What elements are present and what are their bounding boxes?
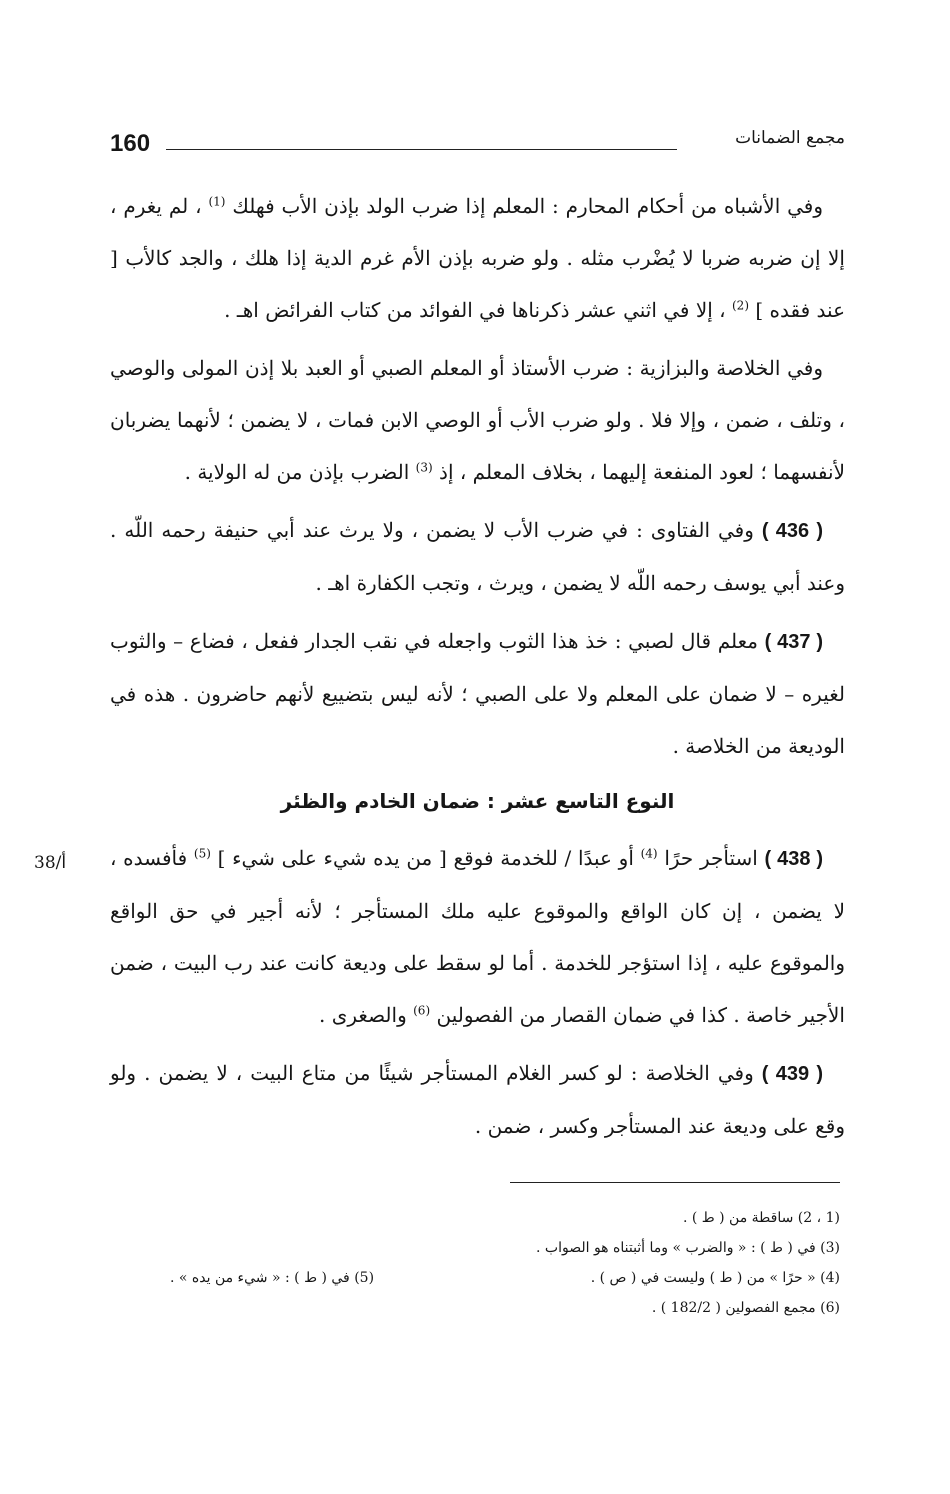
main-text (110, 180, 845, 1158)
paragraph-khulasa (110, 342, 845, 498)
paragraph-text: فأفسده ، لا يضمن ، إن كان الواقع والموقوع عليه ملك المستأجر ؛ لأنه أجير في حق الواقع والموقوع عليه ، إذا استؤجر للخدمة . أما لو سقط على وديعة كانت عند رب البيت ، ضمن الأجير خاصة . كذا في ضمان القصار من الفصولين (110, 846, 845, 1027)
paragraph-436 (110, 504, 845, 609)
footnotes (110, 1209, 840, 1329)
section-heading: النوع التاسع عشر : ضمان الخادم والظئر (280, 789, 675, 813)
paragraph-text: الضرب بإذن من له الولاية . (184, 460, 410, 484)
paragraph-text: ، لم يغرم ، إلا إن ضربه ضربا لا يُضْرب مثله . ولو ضربه بإذن الأم غرم الدية إذا هلك ، والجد كالأب [ عند فقده ] (110, 194, 845, 322)
paragraph-text: معلم قال لصبي : خذ هذا الثوب واجعله في نقب الجدار ففعل ، فضاع – والثوب لغيره – لا ضمان على المعلم ولا على الصبي ؛ لأنه ليس بتضييع لأنهم حاضرون . هذه في الوديعة من الخلاصة . (110, 629, 845, 758)
footnote-ref[interactable]: (6) (413, 1003, 431, 1018)
footnote-rule (510, 1182, 840, 1183)
paragraph-text: أو عبدًا / للخدمة فوقع [ من يده شيء على شيء ] (217, 846, 634, 870)
issue-number: ( 438 ) (764, 848, 824, 870)
footnote-row-4-5 (110, 1269, 840, 1287)
running-header (110, 128, 845, 164)
issue-number: ( 439 ) (761, 1063, 824, 1085)
footnote-ref[interactable]: (5) (193, 846, 211, 861)
paragraph-text: وفي الخلاصة والبزازية : ضرب الأستاذ أو المعلم الصبي أو العبد بلا إذن المولى والوصي ، وتلف ، ضمن ، وإلا فلا . ولو ضرب الأب أو الوصي الابن فمات ، لا يضمن ؛ لأنهما يضربان لأنفسهما ؛ لعود المنفعة إليهما ، بخلاف المعلم ، إذ (110, 356, 845, 484)
footnote-1-2: (1 ، 2) ساقطة من ( ط ) . (682, 1210, 840, 1226)
footnote-6: (6) مجمع الفصولين ( 182/2 ) . (651, 1300, 840, 1316)
page-number: 160 (110, 130, 151, 157)
book-title: مجمع الضمانات (735, 128, 845, 148)
issue-number: ( 436 ) (761, 520, 823, 542)
paragraph-text: وفي الفتاوى : في ضرب الأب لا يضمن ، ولا يرث عند أبي حنيفة رحمه اللّه . وعند أبي يوسف رحمه اللّه لا يضمن ، ويرث ، وتجب الكفارة اهـ . (110, 518, 845, 595)
manuscript-folio-note: 38/أ (34, 853, 67, 873)
paragraph-text: وفي الأشباه من أحكام المحارم : المعلم إذا ضرب الولد بإذن الأب فهلك (232, 194, 824, 218)
paragraph-text: ، إلا في اثني عشر ذكرناها في الفوائد من كتاب الفرائض اهـ . (224, 298, 726, 322)
paragraph-437 (110, 615, 845, 772)
footnote-ref[interactable]: (3) (415, 460, 433, 475)
header-rule (166, 149, 677, 150)
paragraph-439 (110, 1047, 845, 1152)
issue-number: ( 437 ) (764, 631, 823, 653)
footnote-3: (3) في ( ط ) : « والضرب » وما أثبتناه هو الصواب . (536, 1240, 840, 1256)
footnote-ref[interactable]: (4) (640, 846, 658, 861)
paragraph-438 (110, 832, 845, 1041)
paragraph-text: وفي الخلاصة : لو كسر الغلام المستأجر شيئًا من متاع البيت ، لا يضمن . ولو وقع على وديعة عند المستأجر وكسر ، ضمن . (110, 1061, 845, 1138)
footnote-5: (5) في ( ط ) : « شيء من يده » . (170, 1270, 375, 1286)
paragraph-text: استأجر حرًا (664, 846, 758, 870)
paragraph-text: والصغرى . (319, 1003, 407, 1027)
paragraph-ashbah (110, 180, 845, 336)
footnote-4: (4) « حرًا » من ( ط ) وليست في ( ص ) . (590, 1270, 840, 1286)
footnote-ref[interactable]: (1) (208, 194, 226, 209)
footnote-ref[interactable]: (2) (731, 298, 749, 313)
